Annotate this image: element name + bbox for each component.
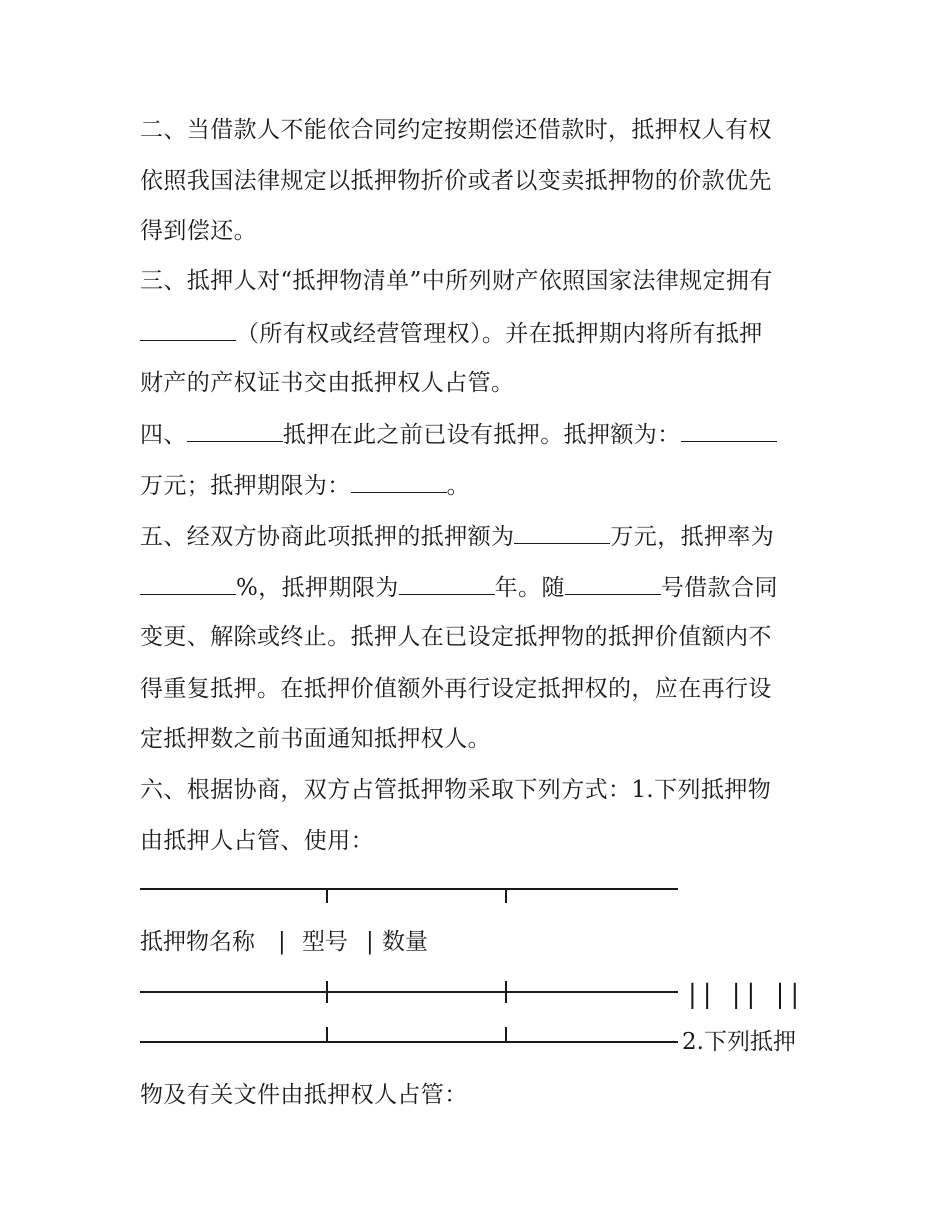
blank-field[interactable] — [565, 572, 661, 595]
text: 二、当借款人不能依合同约定按期偿还借款时，抵押权人有权 — [140, 117, 772, 143]
item-2-start: 2.下列抵押 — [682, 1029, 796, 1055]
table-col-name: 抵押物名称 — [140, 929, 255, 955]
table-tick — [326, 1027, 328, 1042]
table-tick — [505, 981, 507, 1003]
text: （所有权或经营管理权）。并在抵押期内将所有抵押 — [236, 321, 763, 347]
text: 财产的产权证书交由抵押权人占管。 — [140, 370, 515, 396]
text: 号借款合同 — [660, 575, 778, 601]
text: 四、 — [140, 422, 187, 448]
table-col-quantity: 数量 — [382, 929, 428, 955]
clause-6-item-2 — [140, 1080, 820, 1110]
clause-2-line-1 — [140, 115, 820, 145]
clause-5-line-1 — [140, 521, 820, 552]
table-tick — [505, 1027, 507, 1042]
text: 变更、解除或终止。抵押人在已设定抵押物的抵押价值额内不 — [140, 624, 772, 650]
text: 由抵押人占管、使用： — [140, 828, 374, 854]
text: 五、经双方协商此项抵押的抵押额为 — [140, 524, 515, 550]
table-bottom-rule — [140, 1041, 678, 1043]
table-top-rule — [140, 888, 678, 890]
text: 三、抵押人对“抵押物清单”中所列财产依照国家法律规定拥有 — [140, 268, 773, 294]
table-separator: | — [366, 929, 374, 955]
text: 物及有关文件由抵押权人占管： — [140, 1082, 468, 1108]
blank-field[interactable] — [514, 521, 610, 544]
clause-4-line-2 — [140, 470, 820, 501]
text: %，抵押期限为 — [236, 575, 399, 601]
clause-5-line-2 — [140, 572, 820, 603]
text: 抵押在此之前已设有抵押。抵押额为： — [282, 422, 681, 448]
blank-field[interactable] — [399, 572, 495, 595]
blank-field[interactable] — [351, 470, 447, 493]
blank-field[interactable] — [187, 419, 283, 442]
text: 得重复抵押。在抵押价值额外再行设定抵押权的，应在再行设 — [140, 676, 772, 702]
clause-5-line-5 — [140, 724, 820, 754]
text: 年。随 — [494, 575, 565, 601]
text: 依照我国法律规定以抵押物折价或者以变卖抵押物的价款优先 — [140, 168, 772, 194]
table-tick — [505, 889, 507, 903]
table-tick — [326, 981, 328, 1003]
clause-3-line-2 — [140, 318, 820, 349]
clause-4-line-1 — [140, 419, 820, 450]
text: 万元；抵押期限为： — [140, 473, 351, 499]
clause-6-line-2 — [140, 826, 820, 856]
blank-field[interactable] — [140, 572, 236, 595]
clause-6-line-1 — [140, 775, 820, 805]
table-separator: | — [278, 929, 286, 955]
table-middle-rule — [140, 991, 678, 993]
clause-5-line-3 — [140, 622, 820, 652]
clause-3-line-1 — [140, 266, 820, 296]
text: 得到偿还。 — [140, 218, 257, 244]
text: 六、根据协商，双方占管抵押物采取下列方式：1.下列抵押物 — [140, 777, 772, 803]
text: 。 — [446, 473, 471, 499]
text: 万元，抵押率为 — [610, 524, 775, 550]
clause-2-line-3 — [140, 216, 820, 246]
blank-field[interactable] — [140, 318, 236, 341]
table-col-model: 型号 — [302, 929, 348, 955]
clause-2-line-2 — [140, 166, 820, 196]
table-tick — [326, 889, 328, 903]
clause-5-line-4 — [140, 674, 820, 704]
table-row-bars: || || || — [688, 980, 806, 1010]
blank-field[interactable] — [681, 419, 777, 442]
clause-3-line-3 — [140, 368, 820, 398]
text: 定抵押数之前书面通知抵押权人。 — [140, 726, 491, 752]
